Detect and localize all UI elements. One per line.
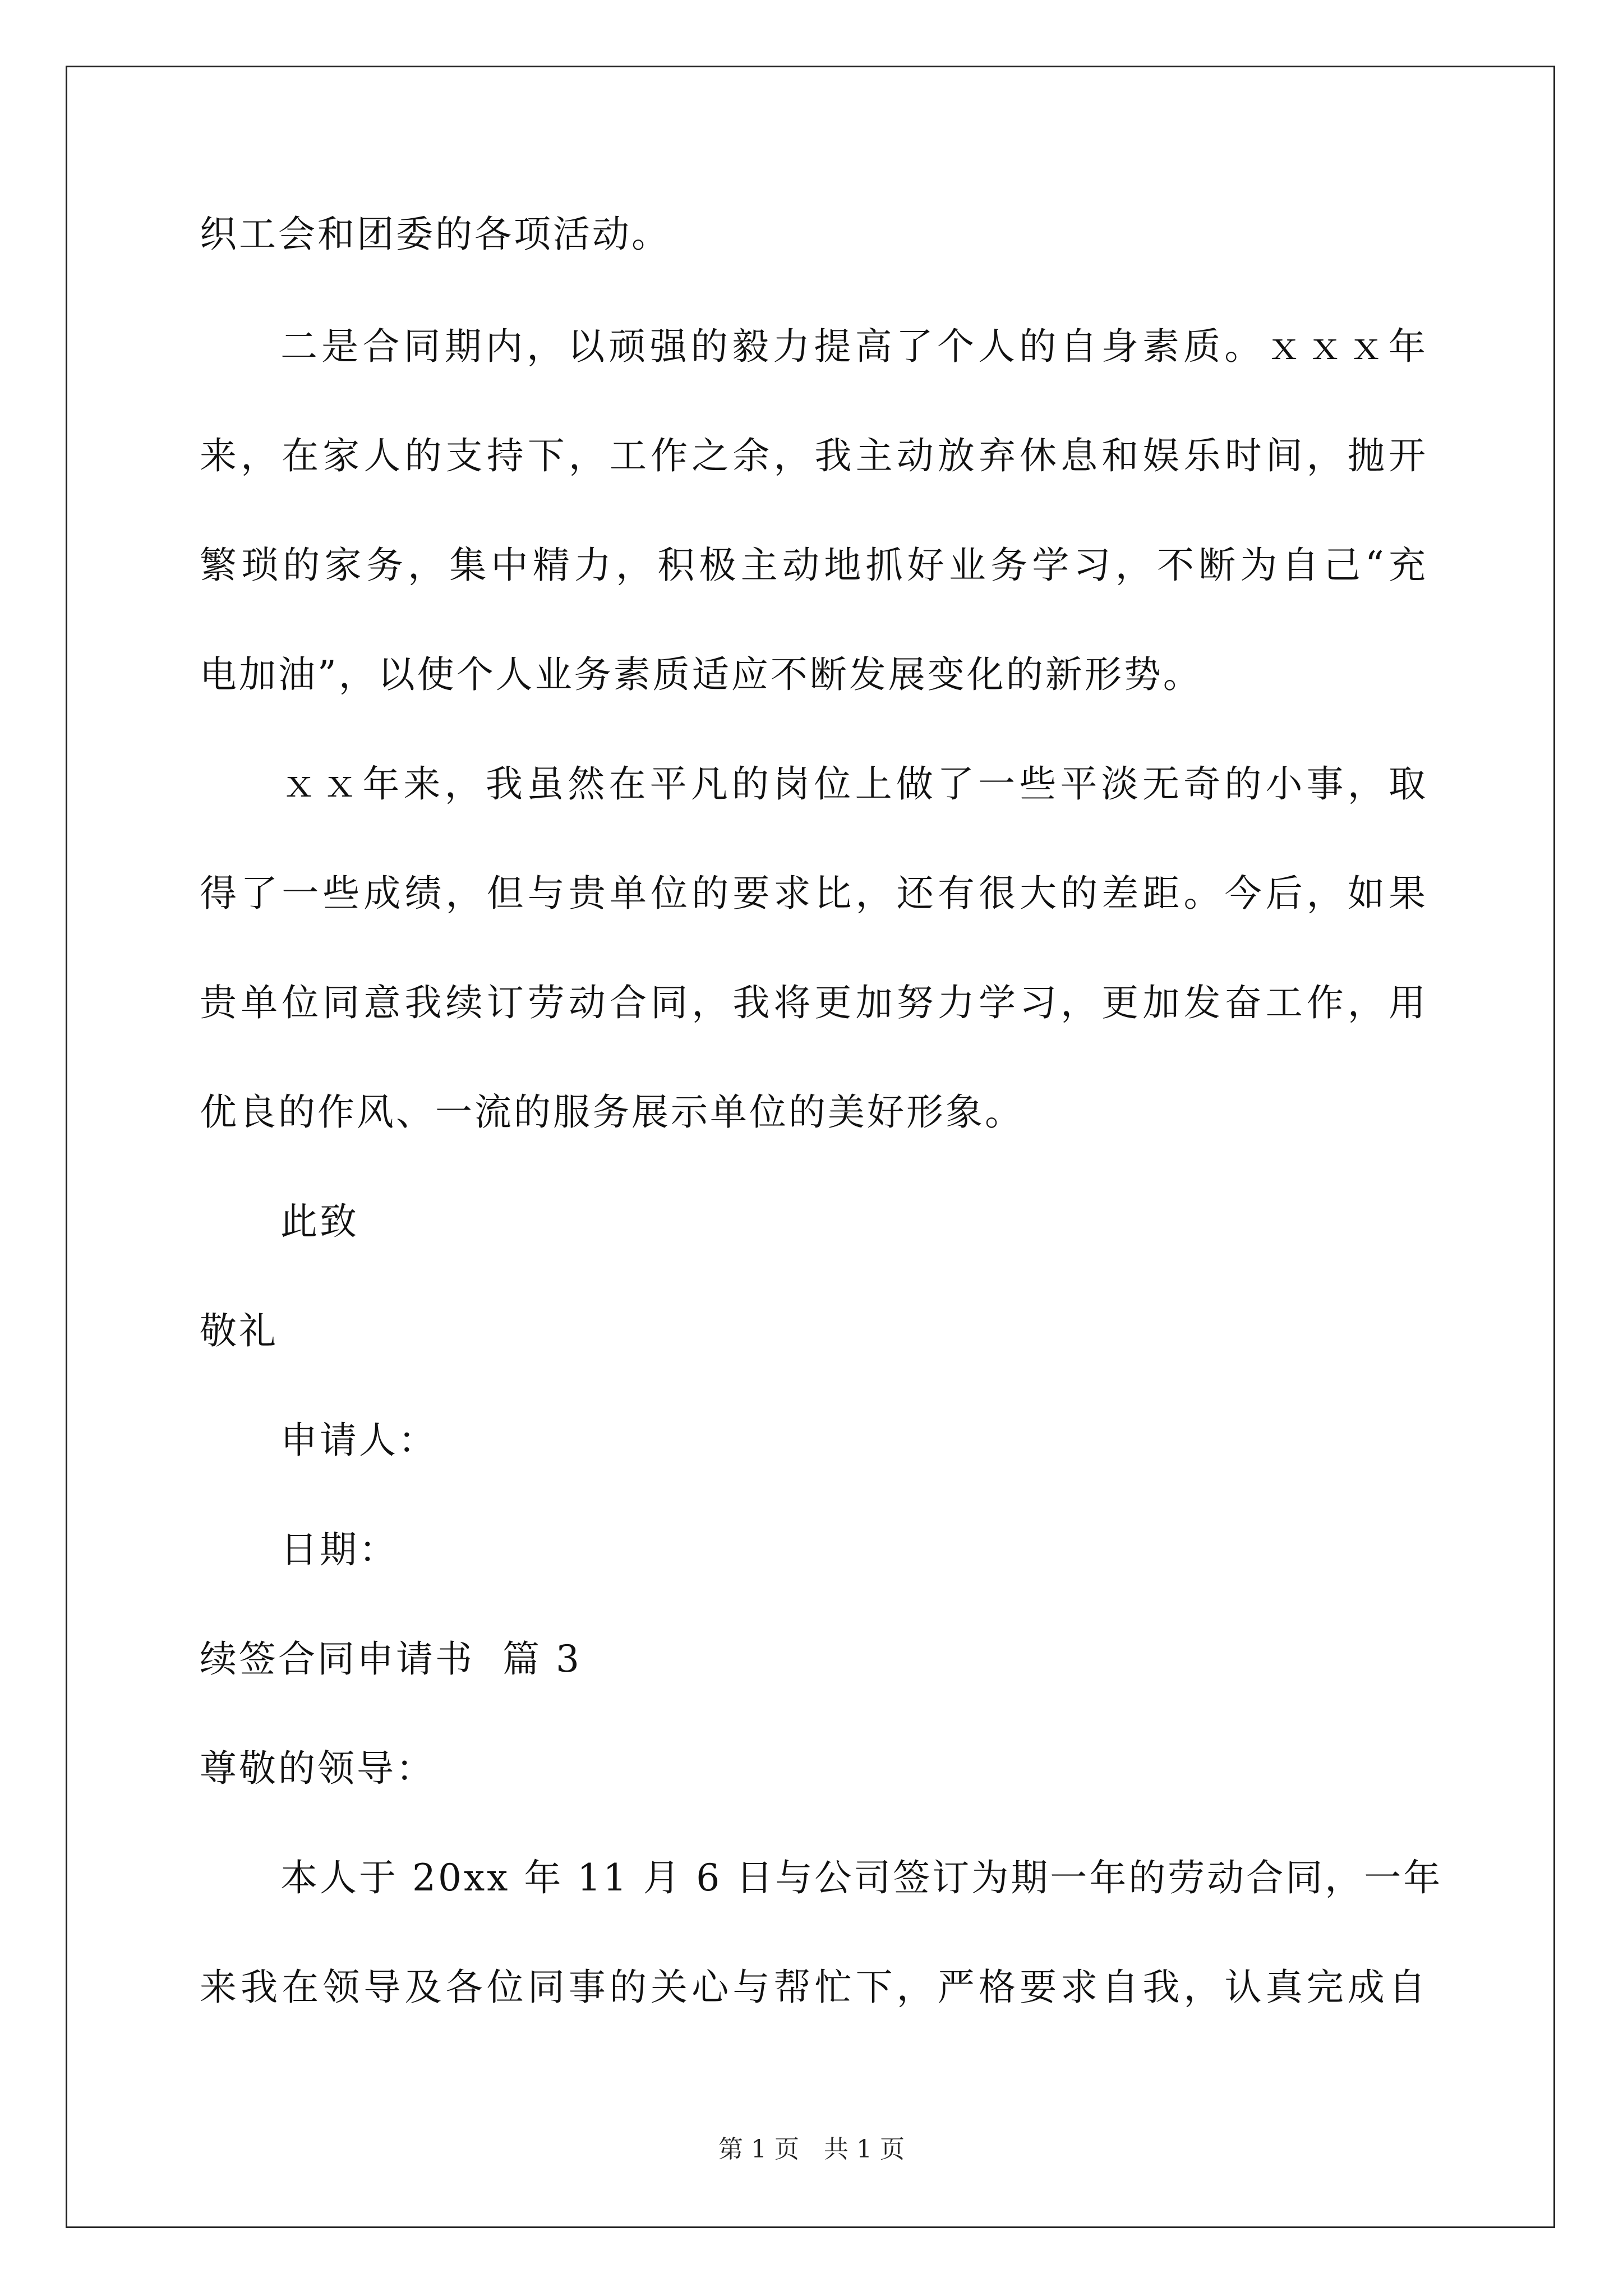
text-line: 电加油”，以使个人业务素质适应不断发展变化的新形势。 <box>200 653 1202 696</box>
text-line: 来我在领导及各位同事的关心与帮忙下，严格要求自我，认真完成自 <box>200 1966 1428 2009</box>
text-line: 织工会和团委的各项活动。 <box>200 213 671 256</box>
text-line: 二是合同期内，以顽强的毅力提高了个人的自身素质。ｘｘｘ年 <box>280 325 1428 368</box>
section-heading: 续签合同申请书 篇 3 <box>200 1637 582 1681</box>
text-line: 得了一些成绩，但与贵单位的要求比，还有很大的差距。今后，如果 <box>200 872 1428 915</box>
page-border <box>66 66 1555 2228</box>
salutation-line: 敬礼 <box>200 1309 278 1352</box>
text-line: 繁琐的家务，集中精力，积极主动地抓好业务学习，不断为自己“充 <box>200 544 1428 587</box>
text-line: 本人于 20xx 年 11 月 6 日与公司签订为期一年的劳动合同，一年 <box>280 1856 1443 1899</box>
text-line: 贵单位同意我续订劳动合同，我将更加努力学习，更加发奋工作，用 <box>200 981 1428 1024</box>
date-label: 日期： <box>280 1528 398 1571</box>
text-line: ｘｘ年来，我虽然在平凡的岗位上做了一些平淡无奇的小事，取 <box>280 762 1428 806</box>
page-footer <box>0 2137 1623 2162</box>
applicant-label: 申请人： <box>280 1419 437 1462</box>
text-line: 来，在家人的支持下，工作之余，我主动放弃休息和娱乐时间，抛开 <box>200 434 1428 477</box>
page-number-total: 共 1 页 <box>824 2135 905 2164</box>
text-line: 优良的作风、一流的服务展示单位的美好形象。 <box>200 1091 1024 1134</box>
greeting-line: 尊敬的领导： <box>200 1747 435 1790</box>
salutation-line: 此致 <box>280 1200 359 1243</box>
page-number-current: 第 1 页 <box>718 2135 799 2164</box>
